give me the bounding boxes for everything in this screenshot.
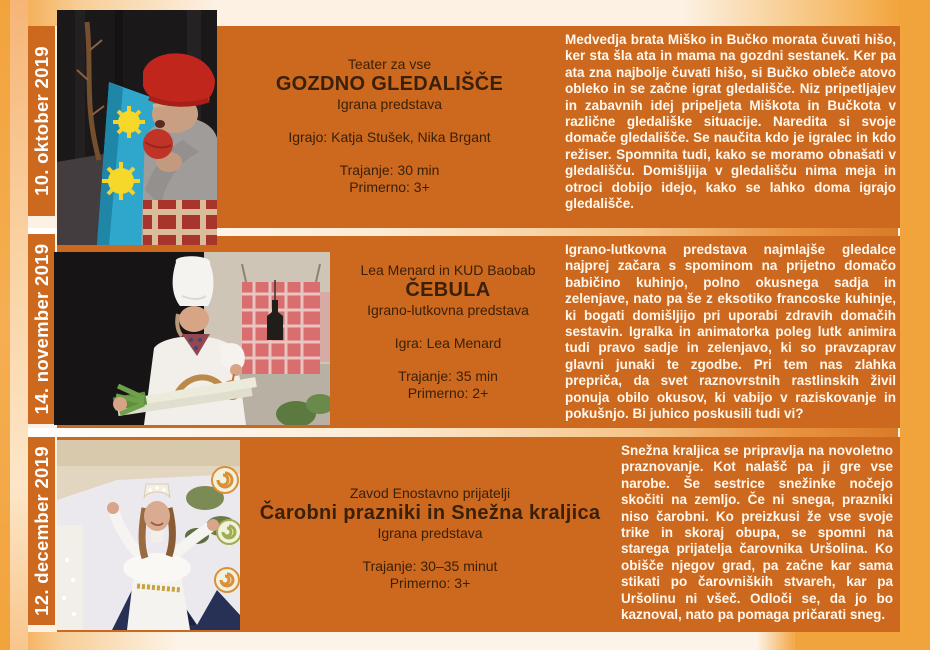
event-title: GOZDNO GLEDALIŠČE [275, 73, 504, 95]
duration: Trajanje: 30 min [339, 162, 440, 178]
genre: Igrano-lutkovna predstava [367, 302, 529, 318]
left-amber-strip [0, 0, 10, 650]
genre: Igrana predstava [336, 96, 443, 112]
event-info-november [332, 262, 564, 402]
right-amber-strip [900, 0, 930, 650]
photo-gozdno-gledalisce [57, 10, 217, 245]
date-banner-november [28, 234, 55, 424]
event-title: ČEBULA [405, 279, 491, 301]
event-info-october [222, 56, 557, 196]
date-label: 10. oktober 2019 [30, 46, 52, 196]
row-separator-2 [28, 428, 898, 437]
photo-cebula [54, 252, 330, 425]
age-suitability: Primerno: 3+ [349, 179, 430, 195]
date-label: 12. december 2019 [30, 446, 52, 616]
date-banner-october [28, 26, 55, 216]
bottom-gradient-band [0, 632, 900, 650]
age-suitability: Primerno: 2+ [407, 385, 489, 401]
organizer: Zavod Enostavno prijatelji [349, 485, 511, 501]
date-banner-december [28, 437, 55, 625]
date-label: 14. november 2019 [30, 243, 52, 415]
event-description-october: Medvedja brata Miško in Bučko morata čuvati hišo, ker sta šla ata in mama na gozdni sestanek. Ker pa ata zna najbolje čuvati hišo, si Bučko obleče atovo obleko in se začne igrat gledališče. Niz pripetljajev in zabavnih idej pripeljeta Miškota in Bučkota v različne gledališke situacije. Naredita si svoje domače gledališče. Se naučita kdo je igralec in kdo režiser. Spomnita tudi, kako se moramo obnašati v gledališču. Domišljija v gledališču nima meja in otroci dobijo idejo, kako se lahko doma igrajo gledališče. [565, 32, 896, 212]
snow-queen-scene-illustration [57, 440, 240, 630]
duration: Trajanje: 35 min [398, 368, 498, 384]
left-gradient-strip [10, 0, 28, 650]
chef-scene-illustration [54, 252, 330, 425]
photo-snezna-kraljica [57, 440, 240, 630]
age-suitability: Primerno: 3+ [389, 575, 471, 591]
organizer: Lea Menard in KUD Baobab [360, 262, 536, 278]
organizer: Teater za vse [347, 56, 432, 72]
cast: Igra: Lea Menard [394, 335, 502, 351]
duration: Trajanje: 30–35 minut [362, 558, 498, 574]
event-info-december [242, 485, 618, 592]
event-description-november: Igrano-lutkovna predstava najmlajše gledalce najprej začara s spominom na prijetno domačo babičino kuhinjo, polno okusnega sadja in zelenjave, nato pa še z eksotiko francoske kuhinje, ki bogati domišljijo pri uporabi zdravih domačih sestavin. Igralka in animatorka poleg lutk animira tudi pravo sadje in zelenjavo, ki so pravzaprav glavni junaki te zgodbe. Pri tem nas zlahka prepriča, da svet raznovrstnih rastlinskih živil ponuja obilo okusov, ki vabijo v raziskovanje in pokušnjo. Bi juhico poskusili tudi vi? [565, 242, 896, 422]
bottom-right-amber-corner [795, 630, 930, 650]
event-title: Čarobni prazniki in Snežna kraljica [259, 502, 601, 524]
genre: Igrana predstava [377, 525, 483, 541]
cast: Igrajo: Katja Stušek, Nika Brgant [288, 129, 491, 145]
event-description-december: Snežna kraljica se pripravlja na novoletno praznovanje. Kot nalašč pa ji gre vse narobe. Še sestrice snežinke nočejo skočiti na zemljo. Če ni snega, prazniki niso čarobni. Ko preizkusi že vse svoje trike in skoraj obupa, se spomni na starega prijatelja čarovnika Uršolina. Ko obišče njegov grad, pa začne kar sama stikati po čarovniških stvareh, kar pa Uršolinu ni všeč. Odloči se, da jo bo kaznoval, nato pa pomaga pričarati sneg. [621, 443, 893, 623]
stage-scene-illustration [57, 10, 217, 245]
